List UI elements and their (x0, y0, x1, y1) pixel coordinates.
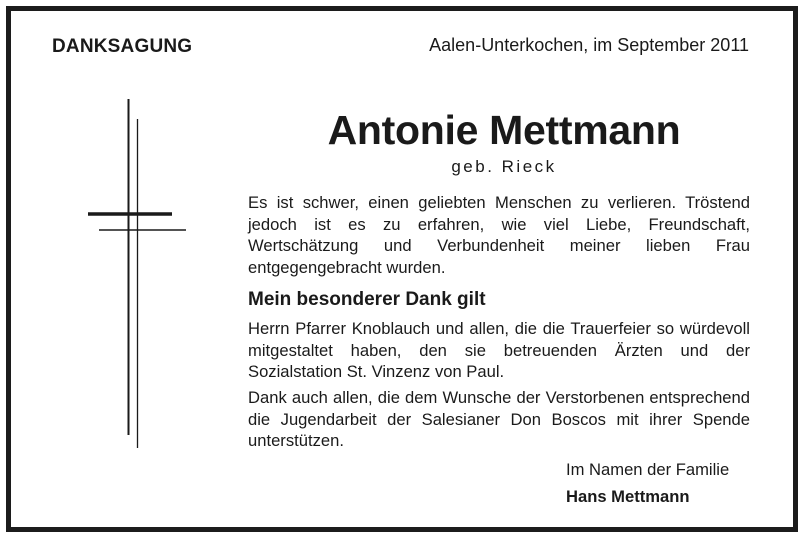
gratitude-paragraph: Es ist schwer, einen geliebten Menschen zu verlieren. Tröstend jedoch ist es zu erfahren, wie viel Liebe, Freundschaft, Wertschätzung und Verbundenheit meiner lieben Frau entgegengebracht wurden. (248, 193, 750, 277)
obituary-card (6, 6, 798, 532)
birth-name: geb. Rieck (451, 157, 557, 176)
thanks-paragraph: Herrn Pfarrer Knoblauch und allen, die die Trauerfeier so würdevoll mitgestaltet haben, den sie betreuenden Ärzten und der Sozialstation St. Vinzenz von Paul. (248, 319, 750, 381)
deceased-name: Antonie Mettmann (327, 107, 681, 153)
special-thanks-heading: Mein besonderer Dank gilt (248, 289, 486, 310)
place-date: Aalen-Unterkochen, im September 2011 (429, 35, 749, 55)
signature-name: Hans Mettmann (566, 487, 690, 506)
donation-paragraph: Dank auch allen, die dem Wunsche der Verstorbenen entsprechend die Jugendarbeit der Salesianer Don Boscos mit ihrer Spende unterstützen. (248, 388, 750, 450)
notice-heading: DANKSAGUNG (52, 36, 193, 57)
signature-line: Im Namen der Familie (566, 460, 730, 479)
